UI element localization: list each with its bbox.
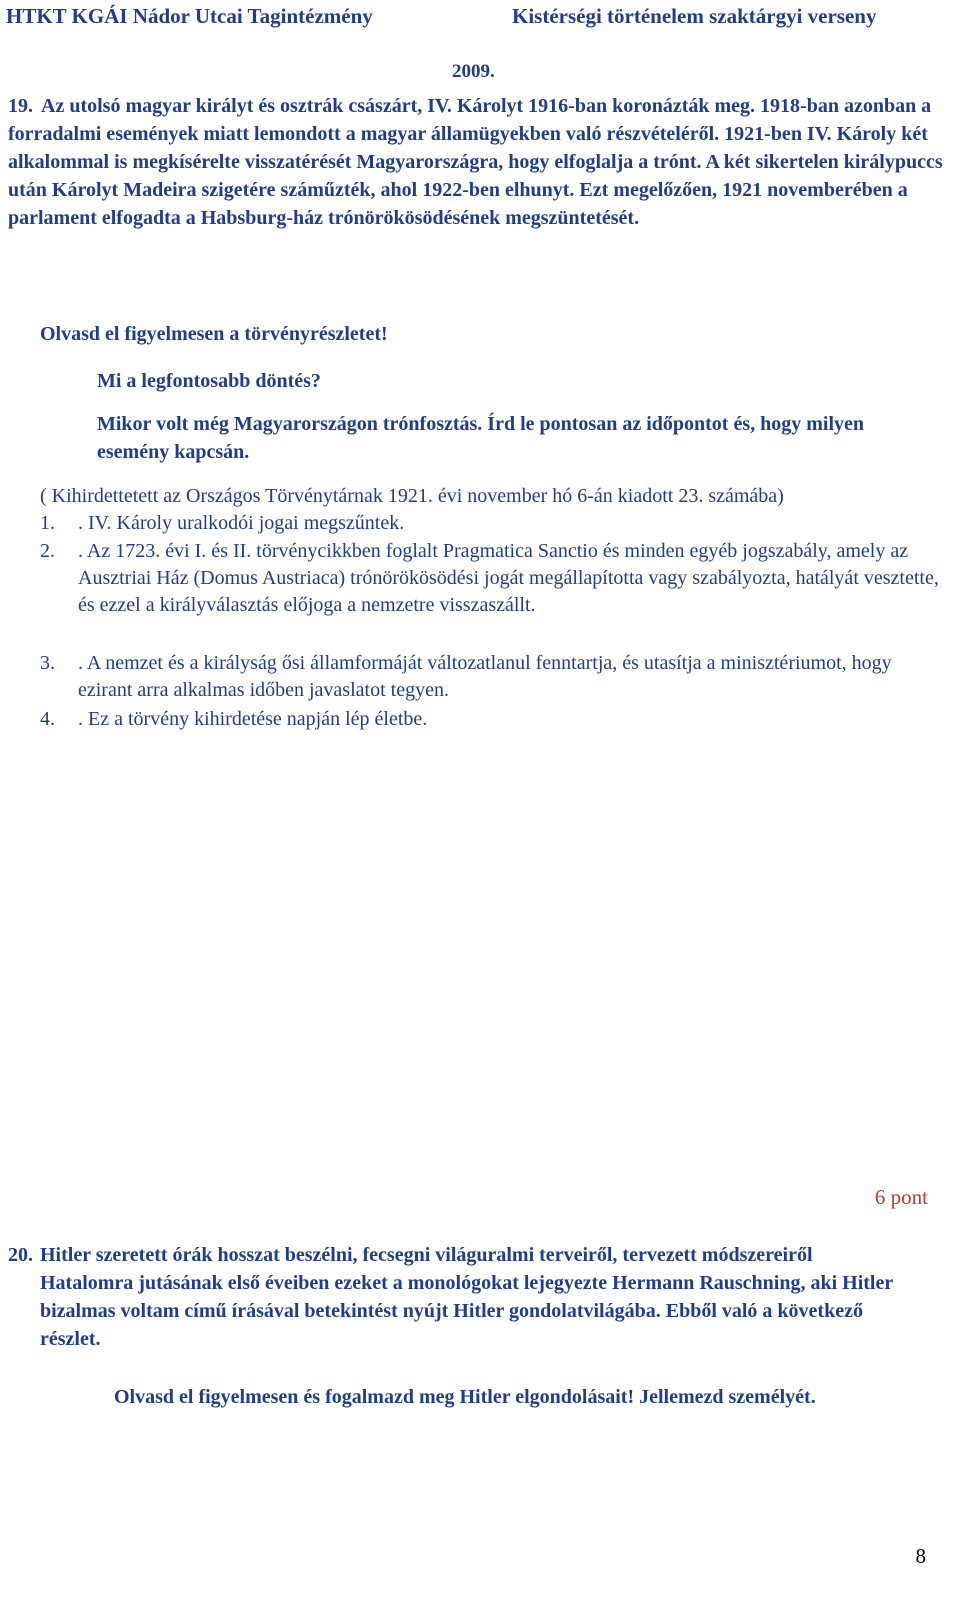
question-20-text: Hitler szeretett órák hosszat beszélni, fecsegni világuralmi terveiről, tervezett módszereiről Hatalomra jutásának első éveiben ezeket a monológokat lejegyezte Hermann Rauschning, aki Hitler bizalmas voltam című írásával betekintést nyújt Hitler gondolatvilágába. Ebből való a következő részlet. [40,1244,893,1350]
law-item-text: . A nemzet és a királyság ősi államformáját változatlanul fenntartja, és utasítja a minisztériumot, hogy ezirant arra alkalmas időben javaslatot tegyen. [78,652,892,701]
instruction-hitler: Olvasd el figyelmesen és fogalmazd meg Hitler elgondolásait! Jellemezd személyét. [114,1386,816,1408]
header-competition: Kistérségi történelem szaktárgyi verseny [512,4,877,28]
law-item-number: 4. [40,708,55,730]
task-dethronement: Mikor volt még Magyarországon trónfosztás. Írd le pontosan az időpontot és, hogy milyen esemény kapcsán. [97,413,865,463]
task-most-important-decision: Mi a legfontosabb döntés? [97,370,321,392]
question-text [8,92,948,232]
law-item-number: 3. [40,652,55,674]
header-year: 2009. [452,61,495,82]
law-item-text: . Ez a törvény kihirdetése napján lép életbe. [78,708,428,730]
question-number: 19. [8,95,33,117]
law-heading: ( Kihirdettetett az Országos Törvénytárnak 1921. évi november hó 6-án kiadott 23. számába) [40,485,784,507]
question-19-text: Az utolsó magyar királyt és osztrák császárt, IV. Károlyt 1916-ban koronázták meg. 1918-ban azonban a forradalmi események miatt lemondott a magyar államügyekben való részvételéről. 1921-ben IV. Károly két alkalommal is megkísérelte visszatérését Magyarországra, hogy elfoglalja a trónt. A két sikertelen királypuccs után Károlyt Madeira szigetére száműzték, ahol 1922-ben elhunyt. Ezt megelőzően, 1921 novemberében a parlament elfogadta a Habsburg-ház trónörökösödésének megszüntetését. [8,95,943,229]
law-item [40,650,940,704]
law-item [40,706,940,733]
law-item [40,510,940,537]
question-19 [8,92,948,232]
question-20 [8,1241,908,1353]
law-item-text: . IV. Károly uralkodói jogai megszűntek. [78,512,405,534]
header-school: HTKT KGÁI Nádor Utcai Tagintézmény [6,4,373,28]
question-number: 20. [8,1244,33,1266]
law-item [40,538,940,619]
page-number: 8 [915,1544,926,1568]
instruction-read-law: Olvasd el figyelmesen a törvényrészletet! [40,323,388,345]
law-item-number: 2. [40,540,55,562]
law-item-number: 1. [40,512,55,534]
points-label: 6 pont [874,1185,928,1209]
law-item-text: . Az 1723. évi I. és II. törvénycikkben foglalt Pragmatica Sanctio és minden egyéb jogszabály, amely az Ausztriai Ház (Domus Austriaca) trónörökösödési jogát megállapította vagy szabályozta, hatályát vesztette, és ezzel a királyválasztás előjoga a nemzetre visszaszállt. [78,540,939,616]
